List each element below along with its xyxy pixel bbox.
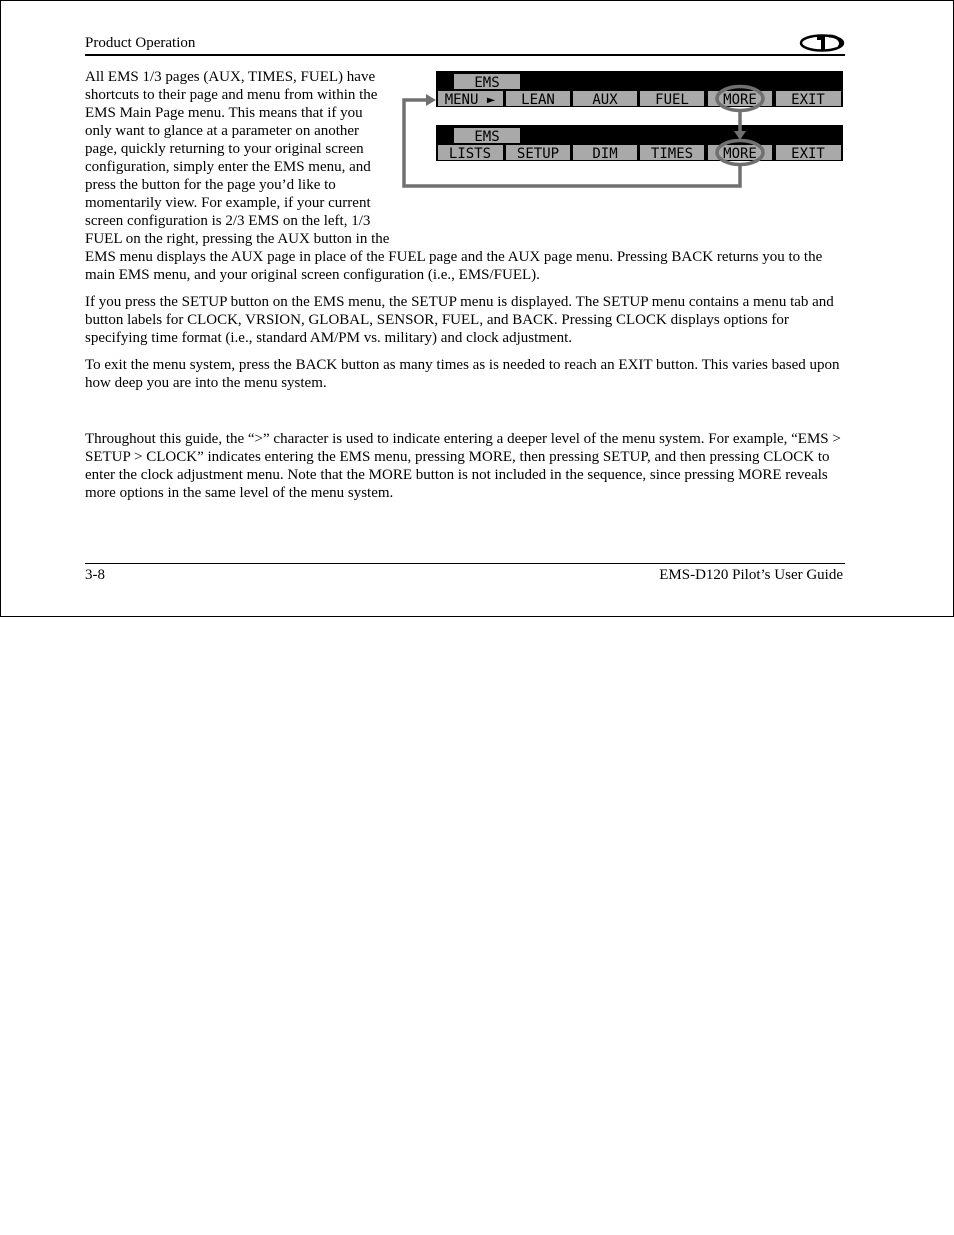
page bbox=[0, 0, 954, 617]
paragraph-setup-menu: If you press the SETUP button on the EMS menu, the SETUP menu is displayed. The SETUP menu contains a menu tab and button labels for CLOCK, VRSION, GLOBAL, SENSOR, FUEL, and BACK. Pressing CLOCK displays options for specifying time format (i.e., standard AM/PM vs. military) and clock adjustment. bbox=[85, 294, 834, 346]
menu1-label-aux: AUX bbox=[592, 92, 618, 108]
paragraph-ems-shortcuts: All EMS 1/3 pages (AUX, TIMES, FUEL) have shortcuts to their page and menu from within the EMS Main Page menu. This means that if you only want to glance at a parameter on another page, quickly returning to your original screen configuration, simply enter the EMS menu, and press the button for the page you’d like to momentarily view. For example, if your current screen configuration is 2/3 EMS on the left, 1/3 FUEL on the right, pressing the AUX button in the EMS menu displays the AUX page in place of the FUEL page and the AUX page menu. Pressing BACK returns you to the main EMS menu, and your original screen configuration (i.e., EMS/FUEL). bbox=[85, 69, 823, 283]
menu2-label-lists: LISTS bbox=[448, 146, 492, 162]
page-header bbox=[85, 34, 845, 56]
menu2-label-times: TIMES bbox=[650, 146, 694, 162]
paragraph-menu-notation: Throughout this guide, the “>” character is used to indicate entering a deeper level of the menu system. For example, “EMS > SETUP > CLOCK” indicates entering the EMS menu, pressing MORE, then pressing SETUP, and then pressing CLOCK to enter the clock adjustment menu. Note that the MORE button is not included in the sequence, since pressing MORE reveals more options in the same level of the menu system. bbox=[85, 431, 841, 501]
menu-figure bbox=[401, 71, 845, 191]
footer-guide-title: EMS-D120 Pilot’s User Guide bbox=[659, 567, 843, 583]
loop-arrow-head bbox=[426, 94, 436, 106]
menu1-label-fuel: FUEL bbox=[655, 92, 689, 108]
menu2-label-setup: SETUP bbox=[516, 146, 560, 162]
menu1-label-menu: MENU ► bbox=[444, 92, 496, 108]
page-footer bbox=[85, 563, 845, 586]
ems-main-menu bbox=[436, 71, 843, 111]
menu2-label-dim: DIM bbox=[592, 146, 618, 162]
menu1-label-exit: EXIT bbox=[791, 92, 825, 108]
header-title: Product Operation bbox=[85, 35, 196, 51]
menu2-label-more: MORE bbox=[723, 146, 757, 162]
ems-more-menu bbox=[436, 125, 843, 165]
menu1-label-lean: LEAN bbox=[521, 92, 555, 108]
paragraph-exit-menu: To exit the menu system, press the BACK button as many times as is needed to reach an EXIT button. This varies based upon how deep you are into the menu system. bbox=[85, 357, 840, 391]
menu1-label-more: MORE bbox=[723, 92, 757, 108]
menu1-tab-label: EMS bbox=[474, 75, 500, 91]
menu2-label-exit: EXIT bbox=[791, 146, 825, 162]
menu2-tab-label: EMS bbox=[474, 129, 500, 145]
brand-logo bbox=[799, 34, 845, 52]
page-number: 3-8 bbox=[85, 567, 105, 583]
